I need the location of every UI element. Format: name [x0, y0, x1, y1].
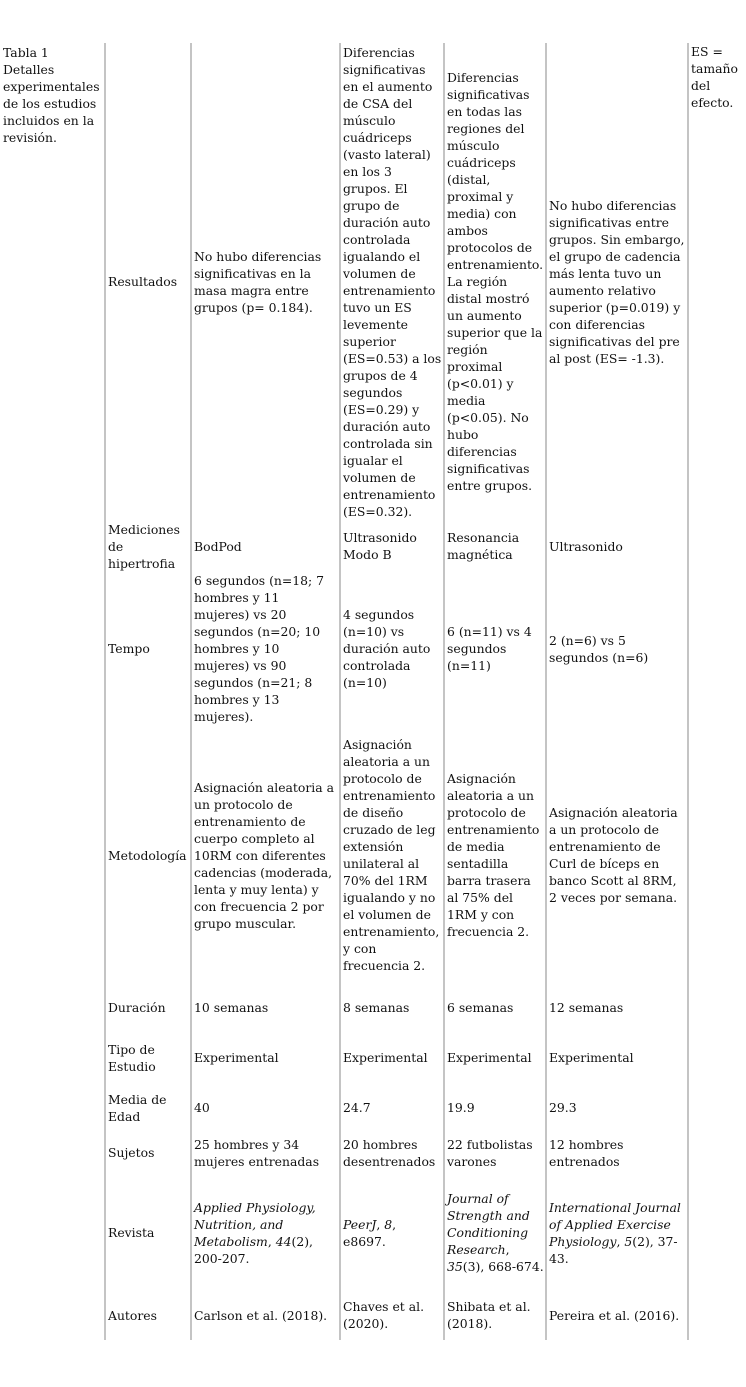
table-row	[0, 1290, 746, 1340]
citation-vol: 35	[447, 1259, 463, 1274]
table-cell: 20 hombres desentrenados	[340, 1130, 444, 1175]
table-note: ES = tamaño del efecto.	[688, 43, 746, 1340]
table-cell: Resonancia magnética	[444, 520, 546, 572]
table-row	[0, 725, 746, 985]
citation-vol: 5	[624, 1233, 633, 1249]
table-cell: 10 semanas	[191, 985, 340, 1030]
table-cell: 29.3	[546, 1085, 688, 1130]
row-label: Tipo de Estudio	[105, 1030, 191, 1085]
table-cell: Diferencias significativas en todas las regiones del músculo cuádriceps (distal, proximal y media) con ambos protocolos de entrenamiento. La región distal mostró un aumento superior que la región proximal (p<0.01) y media (p<0.05). No hubo diferencias significativas entre grupos.	[444, 43, 546, 520]
citation-sep: ,	[267, 1233, 276, 1249]
table-cell: 12 hombres entrenados	[546, 1130, 688, 1175]
table-row	[0, 1085, 746, 1130]
row-label: Media de Edad	[105, 1085, 191, 1130]
table-row	[0, 1175, 746, 1290]
table-cell: BodPod	[191, 520, 340, 572]
table-row	[0, 43, 746, 520]
table-cell: Experimental	[444, 1030, 546, 1085]
table-cell: 6 semanas	[444, 985, 546, 1030]
citation-journal: PeerJ	[343, 1216, 377, 1232]
table-cell: Experimental	[340, 1030, 444, 1085]
table-cell: Carlson et al. (2018).	[191, 1290, 340, 1340]
table-cell: Asignación aleatoria a un protocolo de entrenamiento de diseño cruzado de leg extensión unilateral al 70% del 1RM igualando y no el volumen de entrenamiento, y con frecuencia 2.	[340, 725, 444, 985]
table-row	[0, 1130, 746, 1175]
table-cell: 4 segundos (n=10) vs duración auto controlada (n=10)	[340, 572, 444, 725]
table-row	[0, 985, 746, 1030]
citation-journal: Applied Physiology, Nutrition, and Metabolism	[194, 1199, 316, 1249]
table-cell: 12 semanas	[546, 985, 688, 1030]
table-cell: Ultrasonido	[546, 520, 688, 572]
table-cell	[546, 1175, 688, 1290]
row-label: Resultados	[105, 43, 191, 520]
row-label: Revista	[105, 1175, 191, 1290]
table-cell: Asignación aleatoria a un protocolo de entrenamiento de media sentadilla barra trasera al 75% del 1RM y con frecuencia 2.	[444, 725, 546, 985]
table-cell	[340, 1175, 444, 1290]
citation-journal: Journal of Strength and Conditioning Research	[447, 1191, 530, 1257]
table-cell: 2 (n=6) vs 5 segundos (n=6)	[546, 572, 688, 725]
table-cell: Experimental	[191, 1030, 340, 1085]
experimental-details-table	[0, 43, 746, 1340]
row-label: Tempo	[105, 572, 191, 725]
citation-sep: ,	[616, 1233, 625, 1249]
table-cell	[191, 1175, 340, 1290]
citation-rest: (3), 668-674.	[462, 1259, 544, 1274]
table-cell: Pereira et al. (2016).	[546, 1290, 688, 1340]
citation-vol: 8	[384, 1216, 393, 1232]
table-cell: 6 segundos (n=18; 7 hombres y 11 mujeres) vs 20 segundos (n=20; 10 hombres y 10 mujeres) vs 90 segundos (n=21; 8 hombres y 13 mujeres).	[191, 572, 340, 725]
table-cell: 19.9	[444, 1085, 546, 1130]
citation-rest: , e8697.	[343, 1216, 397, 1249]
row-label: Metodología	[105, 725, 191, 985]
citation-journal: International Journal of Applied Exercise Physiology	[549, 1199, 681, 1249]
table-cell: 6 (n=11) vs 4 segundos (n=11)	[444, 572, 546, 725]
table-row	[0, 1030, 746, 1085]
table-cell: No hubo diferencias significativas en la masa magra entre grupos (p= 0.184).	[191, 43, 340, 520]
row-label: Duración	[105, 985, 191, 1030]
table-caption: Tabla 1 Detalles experimentales de los estudios incluidos en la revisión.	[3, 45, 100, 145]
table-cell: 40	[191, 1085, 340, 1130]
citation-rest: (2), 200-207.	[194, 1233, 313, 1266]
table-cell: Chaves et al. (2020).	[340, 1290, 444, 1340]
row-label: Mediciones de hipertrofia	[105, 520, 191, 572]
table-cell: 22 futbolistas varones	[444, 1130, 546, 1175]
table-cell: 8 semanas	[340, 985, 444, 1030]
table-cell: 24.7	[340, 1085, 444, 1130]
citation-sep: ,	[376, 1216, 385, 1232]
citation-rest: (2), 37-43.	[549, 1233, 678, 1266]
citation-vol: 44	[275, 1233, 292, 1249]
table-cell: Experimental	[546, 1030, 688, 1085]
table-cell: No hubo diferencias significativas entre grupos. Sin embargo, el grupo de cadencia más lenta tuvo un aumento relativo superior (p=0.019) y con diferencias significativas del pre al post (ES= -1.3).	[546, 43, 688, 520]
table-cell: Ultrasonido Modo B	[340, 520, 444, 572]
table-row	[0, 572, 746, 725]
table-cell: 25 hombres y 34 mujeres entrenadas	[191, 1130, 340, 1175]
table-cell	[444, 1175, 546, 1290]
citation-sep: ,	[505, 1242, 510, 1257]
table-cell: Asignación aleatoria a un protocolo de entrenamiento de cuerpo completo al 10RM con diferentes cadencias (moderada, lenta y muy lenta) y con frecuencia 2 por grupo muscular.	[191, 725, 340, 985]
table-cell: Diferencias significativas en el aumento de CSA del músculo cuádriceps (vasto lateral) en los 3 grupos. El grupo de duración auto controlada igualando el volumen de entrenamiento tuvo un ES levemente superior (ES=0.53) a los grupos de 4 segundos (ES=0.29) y duración auto controlada sin igualar el volumen de entrenamiento (ES=0.32).	[340, 43, 444, 520]
row-label: Autores	[105, 1290, 191, 1340]
table-cell: Asignación aleatoria a un protocolo de entrenamiento de Curl de bíceps en banco Scott al 8RM, 2 veces por semana.	[546, 725, 688, 985]
table-row	[0, 520, 746, 572]
row-label: Sujetos	[105, 1130, 191, 1175]
table-cell: Shibata et al. (2018).	[444, 1290, 546, 1340]
